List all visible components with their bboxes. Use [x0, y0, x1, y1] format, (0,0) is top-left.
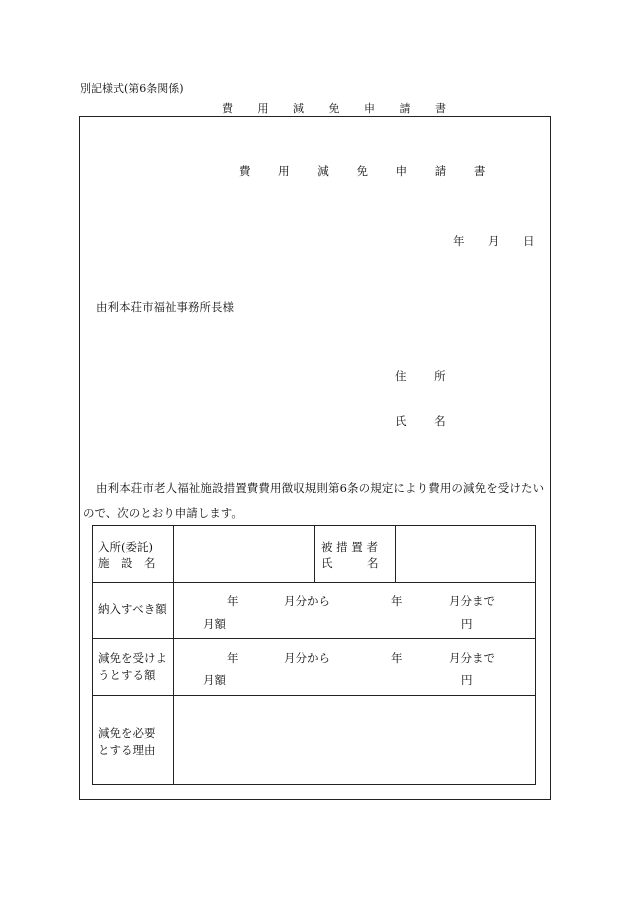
applicant-address-label[interactable]: 住 所 — [395, 369, 458, 383]
document-title: 費 用 減 免 申 請 書 — [222, 102, 457, 115]
form-caption: 別記様式(第6条関係) — [80, 82, 184, 95]
row-divider — [93, 638, 535, 639]
application-table — [92, 525, 536, 785]
payment-year-from[interactable]: 年 — [227, 594, 239, 608]
body-text-line1: 由利本荘市老人福祉施設措置費費用徴収規則第6条の規定により費用の減免を受けたい — [96, 481, 545, 495]
reduction-label-line2: うとする額 — [98, 668, 156, 682]
column-divider — [314, 526, 315, 582]
facility-name-field[interactable] — [179, 531, 309, 577]
date-day[interactable]: 日 — [523, 234, 535, 248]
column-divider — [395, 526, 396, 582]
person-label-line2: 氏 名 — [321, 556, 379, 570]
payment-label: 納入すべき額 — [98, 602, 167, 616]
facility-label-line2: 施 設 名 — [98, 556, 156, 570]
reduction-month-from[interactable]: 月分から — [284, 651, 330, 665]
addressee: 由利本荘市福祉事務所長様 — [96, 300, 234, 314]
reduction-label-line1: 減免を受けよ — [98, 651, 167, 665]
reduction-year-to[interactable]: 年 — [391, 651, 403, 665]
person-name-field[interactable] — [401, 531, 529, 577]
row-divider — [93, 582, 535, 583]
reduction-month-to[interactable]: 月分まで — [449, 651, 495, 665]
reason-label-line2: とする理由 — [98, 743, 156, 757]
reduction-year-from[interactable]: 年 — [227, 651, 239, 665]
payment-year-to[interactable]: 年 — [391, 594, 403, 608]
person-label-line1: 被 措 置 者 — [321, 540, 378, 554]
facility-label-line1: 入所(委託) — [98, 540, 153, 554]
payment-month-from[interactable]: 月分から — [284, 594, 330, 608]
reduction-monthly-label: 月額 — [203, 673, 226, 687]
payment-month-to[interactable]: 月分まで — [449, 594, 495, 608]
row-divider — [93, 695, 535, 696]
date-year[interactable]: 年 — [453, 234, 465, 248]
payment-yen[interactable]: 円 — [461, 617, 473, 631]
reason-field[interactable] — [179, 701, 529, 779]
date-month[interactable]: 月 — [488, 234, 500, 248]
form-title: 費 用 減 免 申 請 書 — [239, 164, 498, 178]
reduction-yen[interactable]: 円 — [461, 673, 473, 687]
payment-monthly-label: 月額 — [203, 617, 226, 631]
column-divider — [173, 526, 174, 784]
reason-label-line1: 減免を必要 — [98, 726, 156, 740]
applicant-name-label[interactable]: 氏 名 — [395, 414, 458, 428]
body-text-line2: ので、次のとおり申請します。 — [83, 506, 243, 520]
